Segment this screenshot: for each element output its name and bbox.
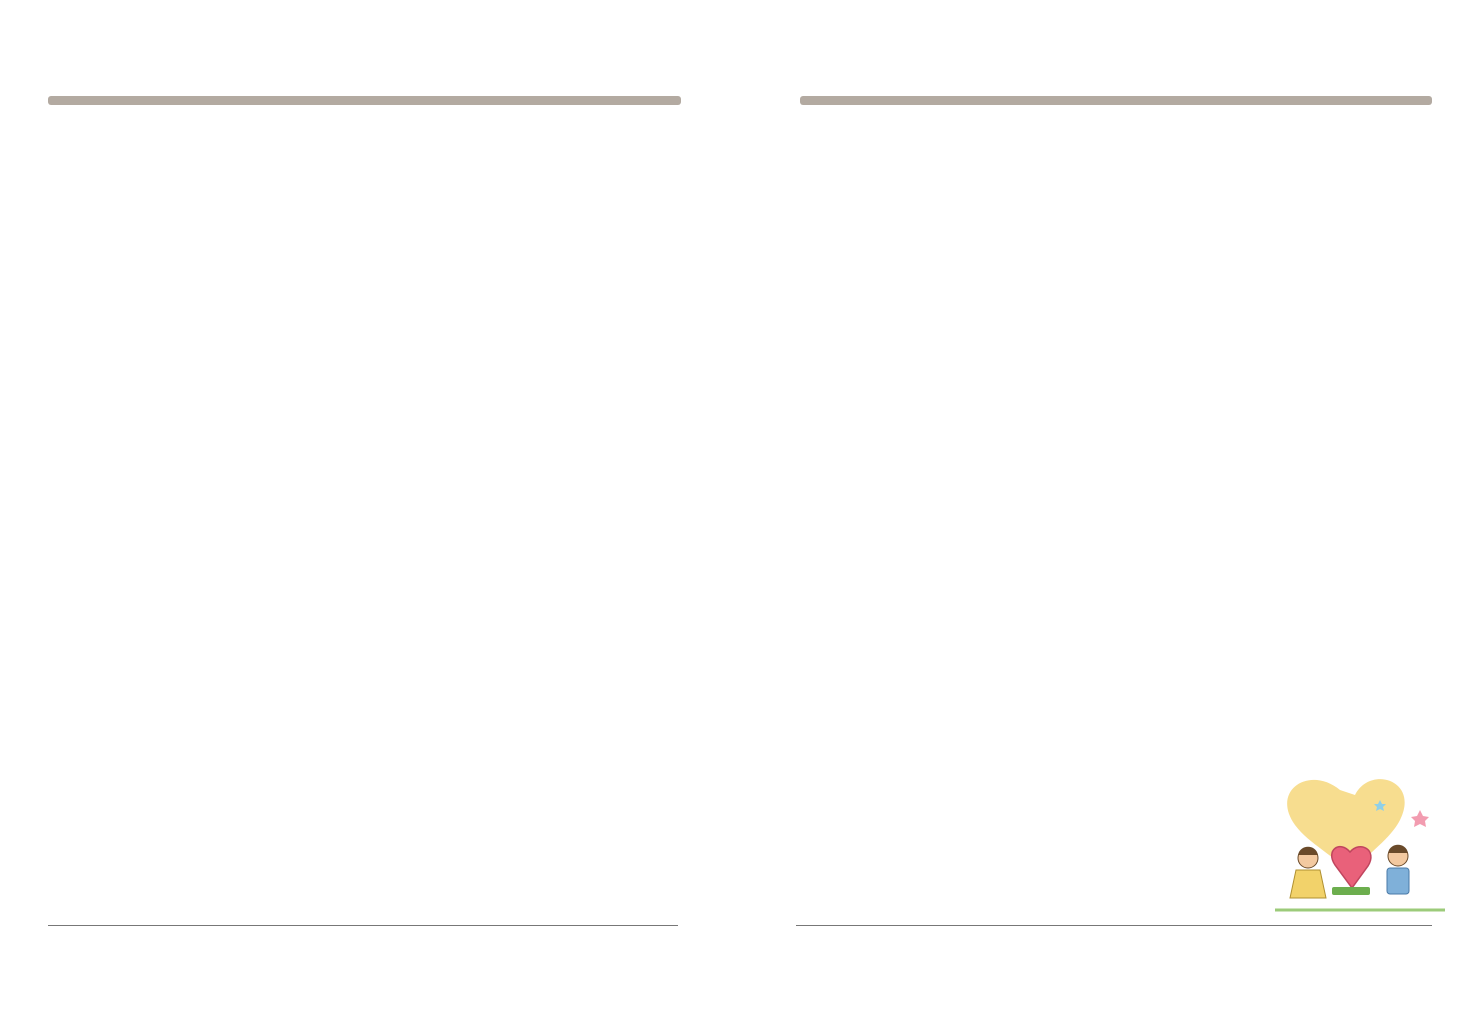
left-title-bar [48,96,681,105]
left-bottom-rule [48,925,678,926]
heart-children-illustration [1270,770,1450,920]
right-bottom-rule [796,925,1432,926]
right-title-bar [800,96,1432,105]
